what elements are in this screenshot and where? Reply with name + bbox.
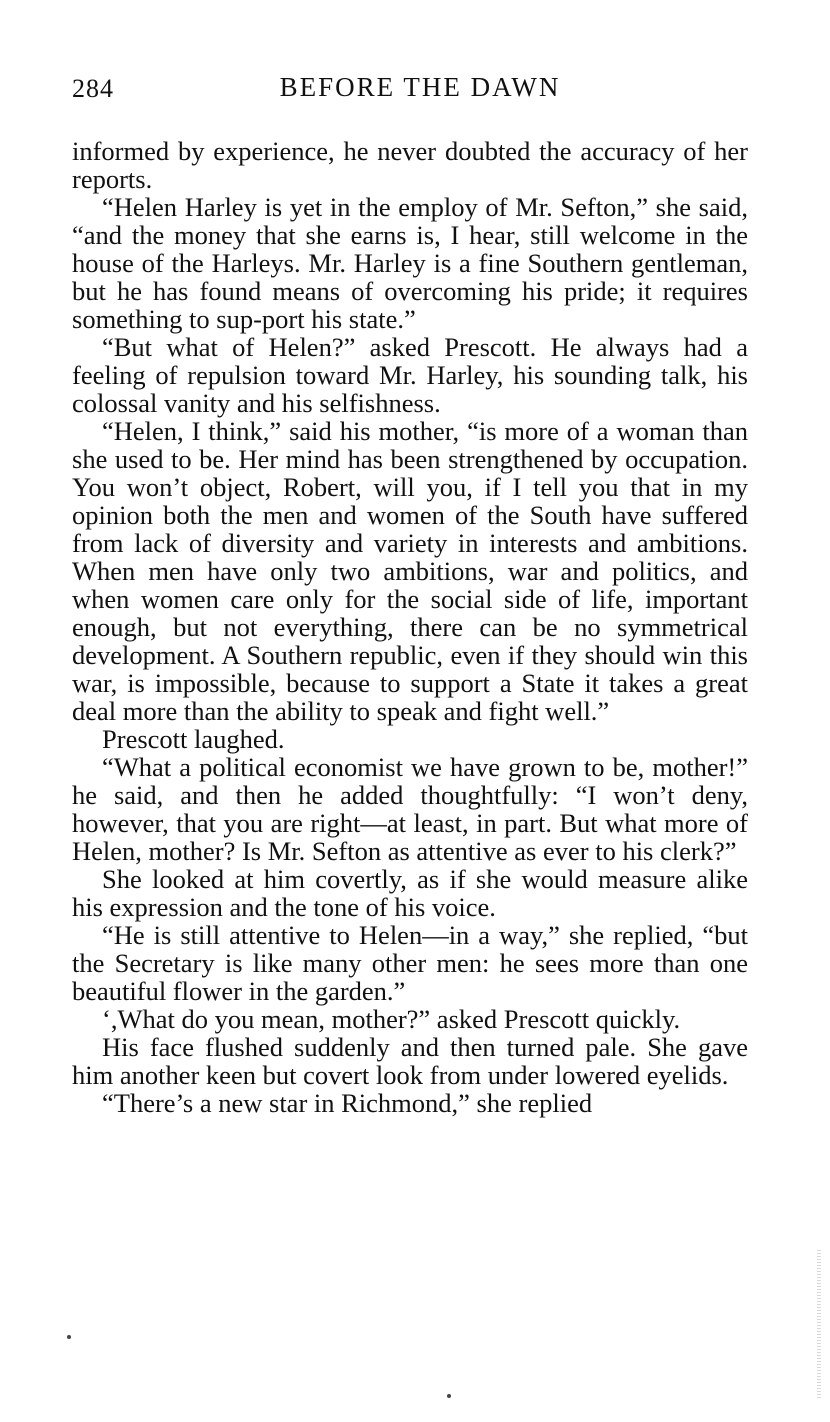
ink-speck (447, 1394, 451, 1398)
paragraph: ‘,What do you mean, mother?” asked Prescott quickly. (102, 1004, 681, 1034)
paragraph: His face flushed suddenly and then turned pale. She gave him another keen but covert look from under lowered eyelids. (72, 1032, 748, 1090)
paragraph: “There’s a new star in Richmond,” she replied (102, 1088, 593, 1118)
paragraph: informed by experience, he never doubted the accuracy of her reports. (72, 136, 748, 194)
page-header (72, 70, 748, 110)
paragraph: “Helen, I think,” said his mother, “is more of a woman than she used to be. Her mind has been strengthened by occupation. You won’t object, Robert, will you, if I tell you that in my opinion both the men and women of the South have suffered from lack of diversity and variety in interests and ambitions. When men have only two ambitions, war and politics, and when women care only for the social side of life, important enough, but not everything, there can be no symmetrical development. A Southern republic, even if they should win this war, is impossible, because to support a State it takes a great deal more than the ability to speak and fight well.” (72, 416, 748, 726)
scan-edge-noise (817, 1250, 821, 1400)
paragraph: “Helen Harley is yet in the employ of Mr. Sefton,” she said, “and the money that she earns is, I hear, still welcome in the house of the Harleys. Mr. Harley is a fine Southern gentleman, but he has found means of overcoming his pride; it requires something to sup-port his state.” (72, 192, 748, 334)
ink-speck (67, 1335, 71, 1339)
paragraph: Prescott laughed. (102, 724, 285, 754)
running-title: BEFORE THE DAWN (279, 72, 561, 102)
paragraph: She looked at him covertly, as if she would measure alike his expression and the tone of his voice. (72, 864, 748, 922)
paragraph: “What a political economist we have grown to be, mother!” he said, and then he added thoughtfully: “I won’t deny, however, that you are right—at least, in part. But what more of Helen, mother? Is Mr. Sefton as attentive as ever to his clerk?” (72, 752, 748, 866)
body-text (72, 137, 748, 1117)
page-number: 284 (72, 74, 114, 103)
paragraph: “But what of Helen?” asked Prescott. He always had a feeling of repulsion toward Mr. Harley, his sounding talk, his colossal vanity and his selfishness. (72, 332, 748, 418)
paragraph: “He is still attentive to Helen—in a way,” she replied, “but the Secretary is like many other men: he sees more than one beautiful flower in the garden.” (72, 920, 748, 1006)
